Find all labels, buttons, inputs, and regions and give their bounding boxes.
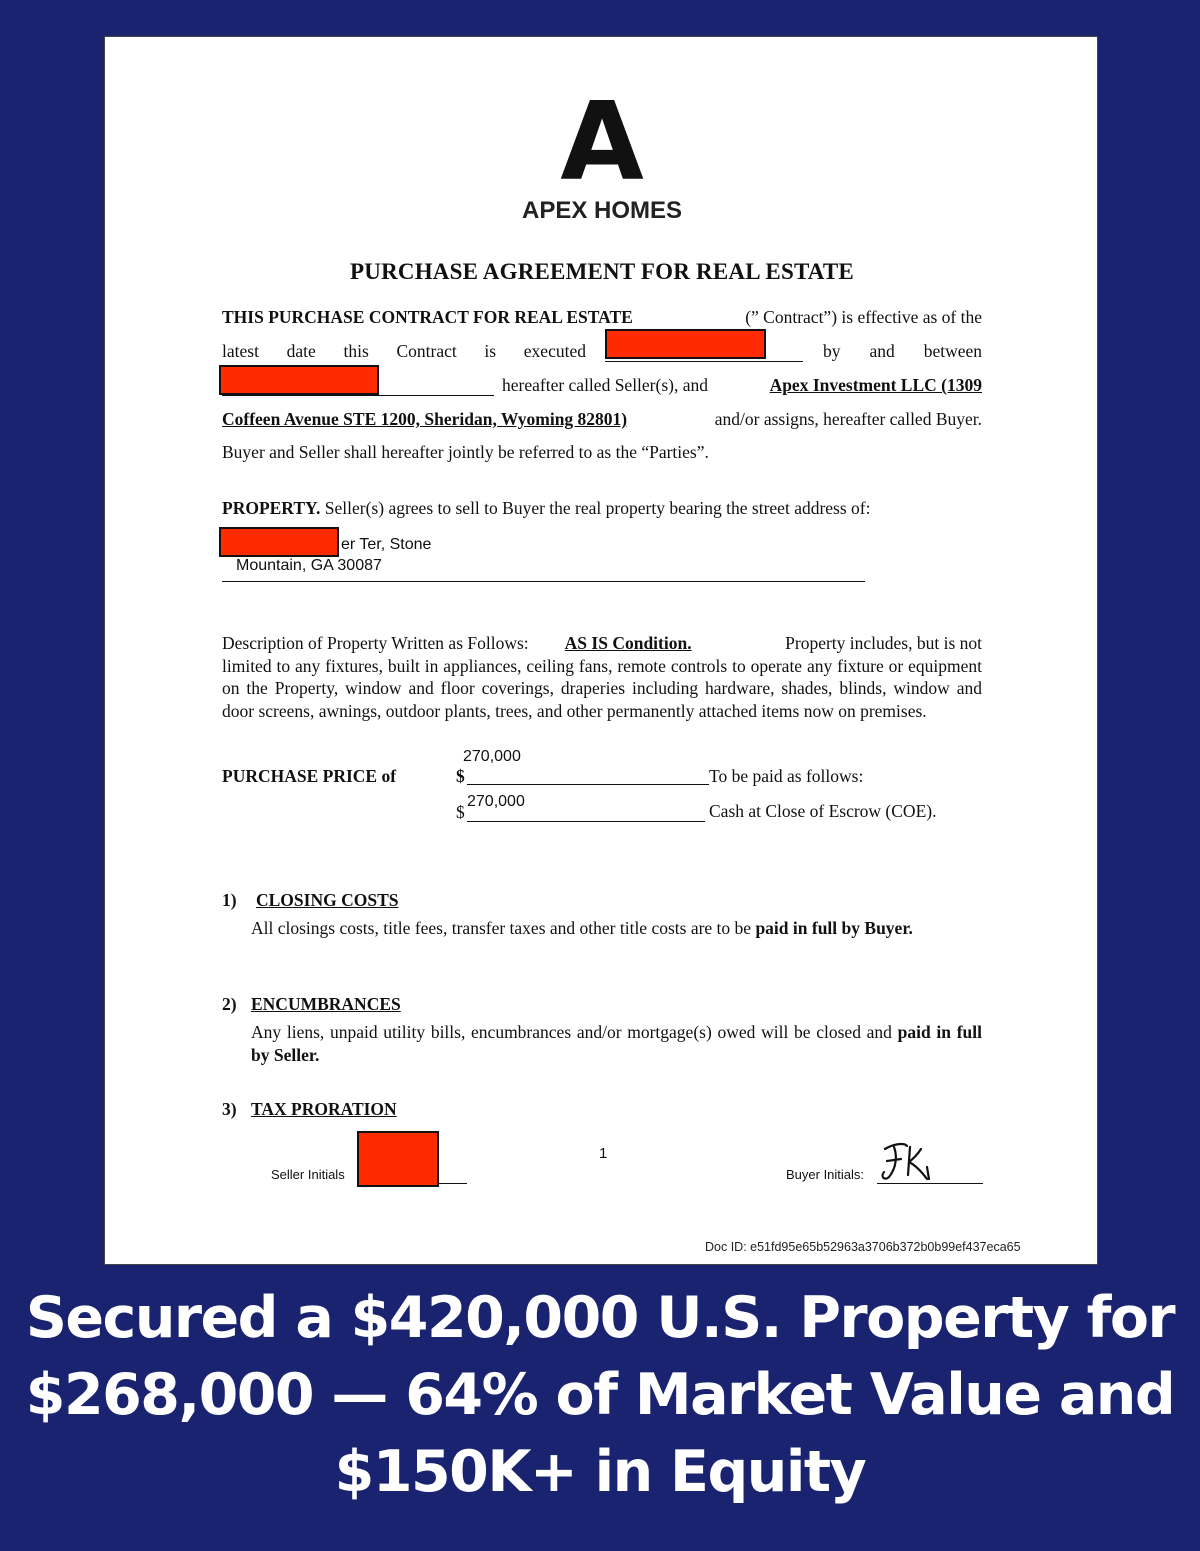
section-2-number: 2) <box>222 994 237 1014</box>
buyer-address: Coffeen Avenue STE 1200, Sheridan, Wyoming 82801) <box>222 409 628 429</box>
section-3-number: 3) <box>222 1099 237 1119</box>
buyer-initials-blank <box>877 1183 983 1184</box>
intro-seller-text: hereafter called Seller(s), and <box>502 375 708 395</box>
to-be-paid-text: To be paid as follows: <box>709 766 864 786</box>
property-line <box>222 498 982 519</box>
property-address-line-2: Mountain, GA 30087 <box>236 557 382 574</box>
purchase-price-label: PURCHASE PRICE of <box>222 766 397 786</box>
page-number: 1 <box>599 1145 608 1162</box>
buyer-initials-label: Buyer Initials: <box>786 1167 865 1182</box>
section-1-number: 1) <box>222 890 237 910</box>
property-text: Seller(s) agrees to sell to Buyer the real property bearing the street address of: <box>324 498 871 518</box>
intro-by-and-between: by and between <box>823 341 982 361</box>
intro-line-2 <box>222 341 982 365</box>
buyer-signature-initials <box>877 1137 937 1187</box>
property-address-underline <box>222 581 865 582</box>
intro-executed-words: latest date this Contract is executed <box>222 341 586 361</box>
redacted-seller-initials <box>357 1131 439 1187</box>
cash-currency: $ <box>456 802 465 822</box>
apex-homes-brand: APEX HOMES <box>521 197 683 224</box>
buyer-name-line-1: Apex Investment LLC (1309 <box>769 375 982 395</box>
property-label: PROPERTY. <box>222 498 321 518</box>
headline-line-2: $268,000 — 64% of Market Value and <box>25 1362 1175 1428</box>
section-1-title: CLOSING COSTS <box>256 890 399 910</box>
section-3-title: TAX PRORATION <box>251 1099 397 1119</box>
section-1-body: All closings costs, title fees, transfer taxes and other title costs are to be paid in full by Buyer. <box>251 918 913 938</box>
section-2-title: ENCUMBRANCES <box>251 994 401 1014</box>
headline-banner <box>0 1280 1200 1511</box>
intro-line-4 <box>222 409 982 430</box>
redacted-street-number <box>219 527 339 557</box>
headline-line-3: $150K+ in Equity <box>334 1439 866 1505</box>
intro-parties-line: Buyer and Seller shall hereafter jointly be referred to as the “Parties”. <box>222 442 709 462</box>
redacted-execution-date <box>605 329 766 359</box>
purchase-agreement-document <box>104 36 1098 1265</box>
property-address-line-1: er Ter, Stone <box>341 536 432 553</box>
intro-line-3 <box>222 375 982 399</box>
intro-effective-text: (” Contract”) is effective as of the <box>745 307 982 327</box>
as-is-condition: AS IS Condition. <box>564 633 692 653</box>
purchase-price-amount: 270,000 <box>463 748 521 765</box>
intro-line-1 <box>222 307 982 328</box>
description-includes: Property includes, but is not <box>785 633 982 653</box>
description-body: limited to any fixtures, built in appliances, ceiling fans, remote controls to operate any fixture or equipment on the Property, window and floor coverings, draperies including hardware, shades, blinds, window and door screens, awnings, outdoor plants, trees, and other permanently attached items now on premises. <box>222 655 982 721</box>
purchase-price-currency: $ <box>456 766 465 786</box>
seller-initials-blank <box>439 1183 467 1184</box>
doc-id: Doc ID: e51fd95e65b52963a3706b372b0b99ef437eca65 <box>705 1240 1021 1254</box>
description-first-line <box>222 632 982 655</box>
agreement-title: PURCHASE AGREEMENT FOR REAL ESTATE <box>350 259 854 284</box>
apex-logo-letter: A <box>560 80 644 205</box>
seller-initials-label: Seller Initials <box>271 1167 345 1182</box>
section-2-body: Any liens, unpaid utility bills, encumbrances and/or mortgage(s) owed will be closed and paid in full by Seller. <box>251 1022 982 1065</box>
purchase-price-blank <box>467 784 709 785</box>
cash-amount: 270,000 <box>467 793 525 810</box>
cash-at-close-text: Cash at Close of Escrow (COE). <box>709 801 937 821</box>
intro-assigns-text: and/or assigns, hereafter called Buyer. <box>714 409 982 429</box>
redacted-seller-name <box>219 365 379 395</box>
headline-line-1: Secured a $420,000 U.S. Property for <box>25 1285 1175 1351</box>
description-lead: Description of Property Written as Follows: <box>222 633 529 653</box>
cash-amount-blank <box>467 821 705 822</box>
property-description <box>222 632 982 722</box>
intro-contract-heading: THIS PURCHASE CONTRACT FOR REAL ESTATE <box>222 307 633 327</box>
